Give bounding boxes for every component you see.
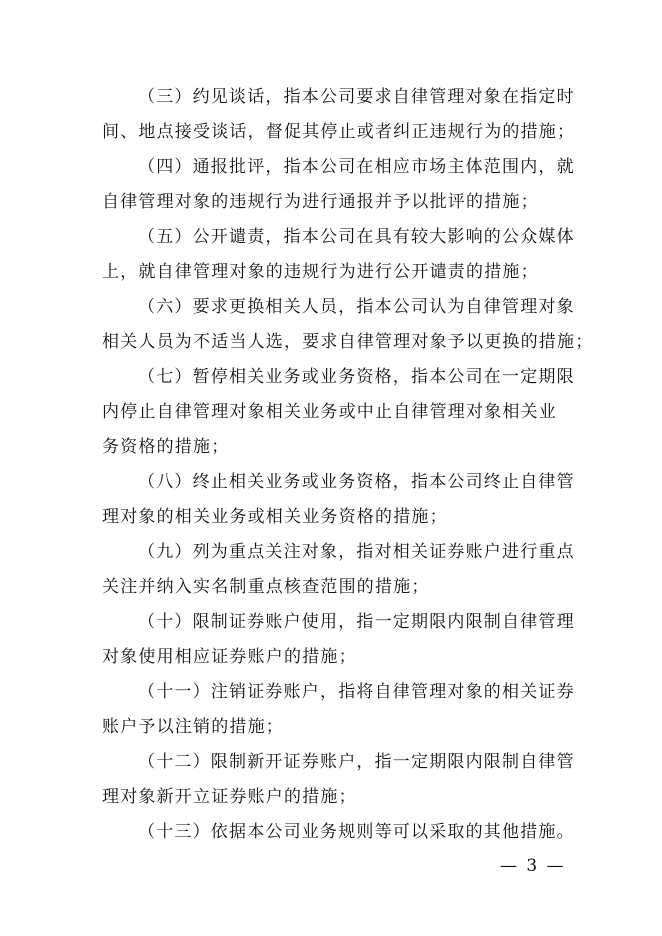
- paragraph-line: （八）终止相关业务或业务资格，指本公司终止自律管: [138, 472, 575, 492]
- paragraph-line: 理对象新开立证券账户的措施；: [102, 787, 357, 807]
- paragraph-4: [102, 150, 575, 220]
- paragraph-3: [102, 80, 576, 150]
- paragraph-line: 对象使用相应证券账户的措施；: [102, 647, 357, 667]
- paragraph-line: （十一）注销证券账户，指将自律管理对象的相关证券: [138, 682, 575, 702]
- paragraph-line: （十二）限制新开证券账户，指一定期限内限制自律管: [138, 752, 575, 772]
- paragraph-8: [102, 465, 575, 535]
- paragraph-13: [102, 815, 575, 850]
- paragraph-line: （十）限制证券账户使用，指一定期限内限制自律管理: [138, 612, 575, 632]
- paragraph-7: [102, 360, 575, 465]
- paragraph-line: 理对象的相关业务或相关业务资格的措施；: [102, 507, 448, 527]
- paragraph-line: （十三）依据本公司业务规则等可以采取的其他措施。: [138, 822, 575, 842]
- paragraph-10: [102, 605, 575, 675]
- paragraph-line: 关注并纳入实名制重点核查范围的措施；: [102, 577, 430, 597]
- paragraph-line: （六）要求更换相关人员，指本公司认为自律管理对象: [138, 297, 575, 317]
- paragraph-line: 上，就自律管理对象的违规行为进行公开谴责的措施；: [102, 262, 539, 282]
- paragraph-line: 内停止自律管理对象相关业务或中止自律管理对象相关业: [102, 402, 557, 422]
- paragraph-line: 自律管理对象的违规行为进行通报并予以批评的措施；: [102, 192, 539, 212]
- paragraph-line: （九）列为重点关注对象，指对相关证券账户进行重点: [138, 542, 575, 562]
- paragraph-line: （七）暂停相关业务或业务资格，指本公司在一定期限: [138, 367, 575, 387]
- paragraph-5: [102, 220, 575, 290]
- page-number: — 3 —: [500, 856, 566, 876]
- paragraph-line: 账户予以注销的措施；: [102, 717, 284, 737]
- paragraph-11: [102, 675, 575, 745]
- paragraph-line: 务资格的措施；: [102, 437, 230, 457]
- paragraph-12: [102, 745, 575, 815]
- paragraph-line: （五）公开谴责，指本公司在具有较大影响的公众媒体: [138, 227, 575, 247]
- paragraph-9: [102, 535, 575, 605]
- paragraph-line: （四）通报批评，指本公司在相应市场主体范围内，就: [138, 157, 575, 177]
- paragraph-6: [102, 290, 594, 360]
- paragraph-line: 相关人员为不适当人选，要求自律管理对象予以更换的措施；: [102, 332, 594, 352]
- paragraph-line: （三）约见谈话，指本公司要求自律管理对象在指定时: [138, 87, 575, 107]
- document-body: [102, 80, 594, 850]
- paragraph-line: 间、地点接受谈话，督促其停止或者纠正违规行为的措施；: [102, 122, 576, 142]
